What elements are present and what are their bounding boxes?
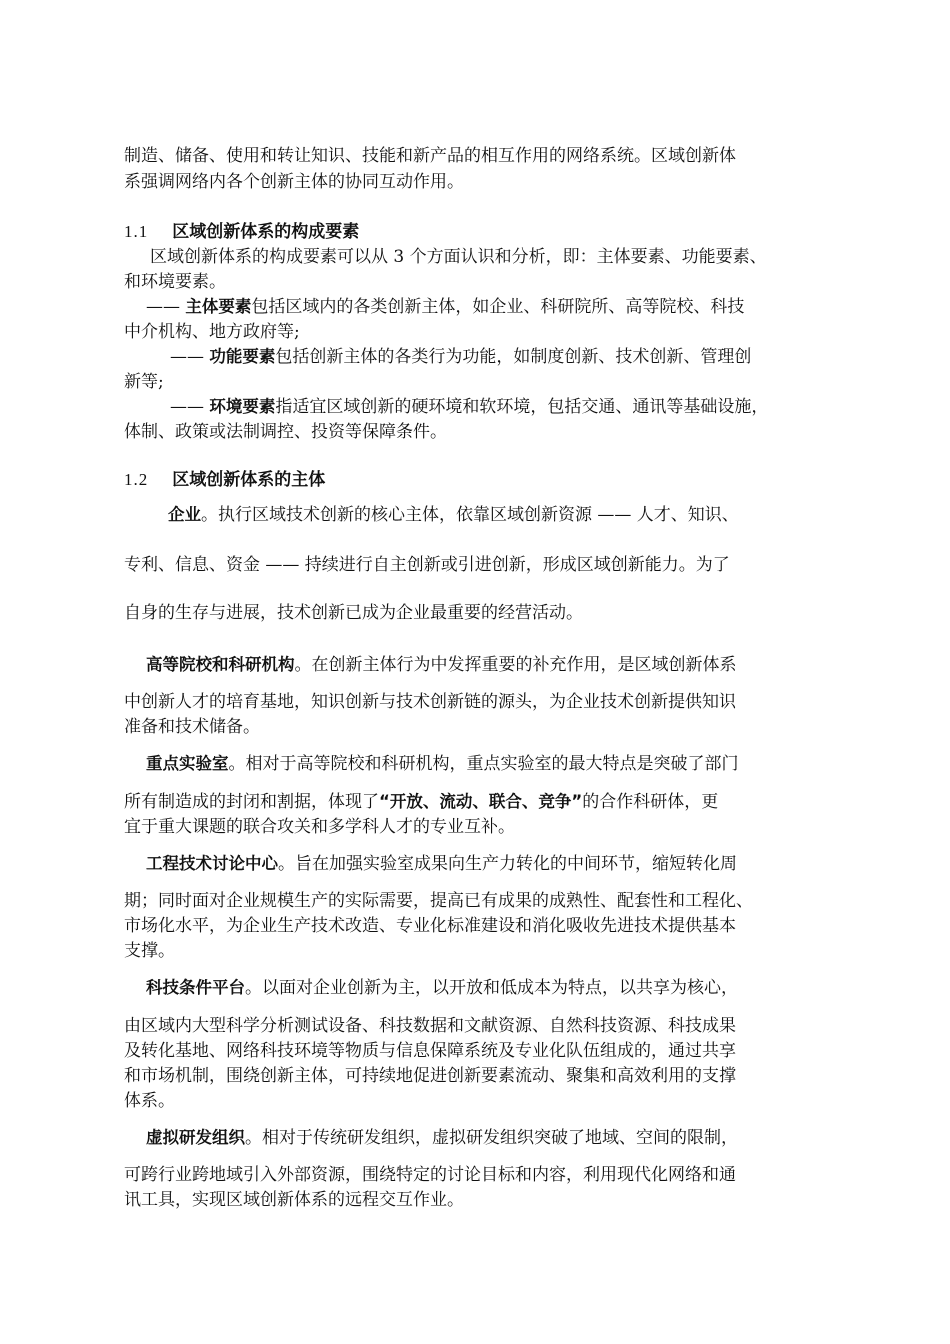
- term-platform: 科技条件平台: [146, 978, 245, 997]
- universities-line-3: 准备和技术储备。: [124, 717, 260, 737]
- em-dash: ——: [146, 297, 180, 317]
- term-enterprise: 企业: [168, 505, 201, 524]
- paragraph-text: 所有制造成的封闭和割据，体现了: [124, 792, 379, 812]
- platform-line-1: [146, 978, 738, 998]
- platform-line-5: 体系。: [124, 1091, 175, 1111]
- paragraph-line: 体制、政策或法制调控、投资等保障条件。: [124, 422, 447, 442]
- paragraph-text: 。相对于传统研发组织，虚拟研发组织突破了地域、空间的限制，: [245, 1128, 738, 1148]
- term-engineering-center: 工程技术讨论中心: [146, 854, 278, 873]
- quoted-principles: “开放、流动、联合、竞争”: [379, 792, 583, 811]
- term-key-labs: 重点实验室: [146, 754, 229, 773]
- intro-line-2: 系强调网络内各个创新主体的协同互动作用。: [124, 172, 464, 192]
- item-text: 指适宜区域创新的硬环境和软环境，包括交通、通讯等基础设施，: [275, 397, 769, 417]
- section-title: 区域创新体系的构成要素: [172, 222, 360, 242]
- paragraph-line: 中介机构、地方政府等;: [124, 322, 300, 342]
- platform-line-4: 和市场机制，围绕创新主体，可持续地促进创新要素流动、聚集和高效利用的支撑: [124, 1066, 736, 1086]
- section-1-1-heading: [124, 222, 359, 242]
- universities-line-2: 中创新人才的培育基地，知识创新与技术创新链的源头，为企业技术创新提供知识: [124, 692, 736, 712]
- section-number: 1.2: [124, 470, 149, 489]
- paragraph-text: 的合作科研体，更: [582, 792, 719, 812]
- section-number: 1.1: [124, 222, 149, 241]
- term-function-elements: 功能要素: [209, 347, 276, 366]
- item-text: 包括区域内的各类创新主体，如企业、科研院所、高等院校、科技: [251, 297, 745, 317]
- term-universities: 高等院校和科研机构: [146, 655, 295, 674]
- platform-line-3: 及转化基地、网络科技环境等物质与信息保障系统及专业化队伍组成的，通过共享: [124, 1041, 736, 1061]
- term-virtual-rd: 虚拟研发组织: [146, 1128, 245, 1147]
- universities-line-1: [146, 655, 737, 675]
- virtual-line-1: [146, 1128, 738, 1148]
- element-item-subject: [146, 297, 744, 317]
- section-title: 区域创新体系的主体: [172, 470, 326, 490]
- element-item-function: [170, 347, 751, 367]
- virtual-line-2: 可跨行业跨地域引入外部资源，围绕特定的讨论目标和内容，利用现代化网络和通: [124, 1165, 736, 1185]
- paragraph-line: 区域创新体系的构成要素可以从 3 个方面认识和分析，即：主体要素、功能要素、: [150, 247, 767, 267]
- intro-line-1: 制造、储备、使用和转让知识、技能和新产品的相互作用的网络系统。区域创新体: [124, 146, 736, 166]
- engineering-line-1: [146, 854, 737, 874]
- engineering-line-2: 期；同时面对企业规模生产的实际需要，提高已有成果的成熟性、配套性和工程化、: [124, 891, 753, 911]
- labs-line-3: 宜于重大课题的联合攻关和多学科人才的专业互补。: [124, 817, 515, 837]
- element-item-environment: [170, 397, 768, 417]
- section-1-2-heading: [124, 470, 325, 490]
- virtual-line-3: 讯工具，实现区域创新体系的远程交互作业。: [124, 1190, 464, 1210]
- term-subject-elements: 主体要素: [185, 297, 252, 316]
- term-environment-elements: 环境要素: [209, 397, 276, 416]
- paragraph-line: 和环境要素。: [124, 272, 226, 292]
- em-dash: ——: [170, 347, 204, 367]
- paragraph-text: 。执行区域技术创新的核心主体，依靠区域创新资源 —— 人才、知识、: [201, 505, 739, 525]
- paragraph-text: 。相对于高等院校和科研机构，重点实验室的最大特点是突破了部门: [228, 754, 739, 774]
- paragraph-text: 。以面对企业创新为主，以开放和低成本为特点，以共享为核心，: [245, 978, 738, 998]
- paragraph-text: 。在创新主体行为中发挥重要的补充作用，是区域创新体系: [294, 655, 737, 675]
- enterprise-line-1: [168, 505, 739, 525]
- platform-line-2: 由区域内大型科学分析测试设备、科技数据和文献资源、自然科技资源、科技成果: [124, 1016, 736, 1036]
- paragraph-line: 新等;: [124, 372, 164, 392]
- labs-line-2: [124, 792, 718, 812]
- em-dash: ——: [170, 397, 204, 417]
- labs-line-1: [146, 754, 739, 774]
- enterprise-line-2: 专利、信息、资金 —— 持续进行自主创新或引进创新，形成区域创新能力。为了: [124, 555, 730, 575]
- item-text: 包括创新主体的各类行为功能，如制度创新、技术创新、管理创: [275, 347, 752, 367]
- paragraph-text: 。旨在加强实验室成果向生产力转化的中间环节，缩短转化周: [278, 854, 737, 874]
- enterprise-line-3: 自身的生存与进展，技术创新已成为企业最重要的经营活动。: [124, 603, 583, 623]
- engineering-line-4: 支撑。: [124, 941, 175, 961]
- engineering-line-3: 市场化水平，为企业生产技术改造、专业化标准建设和消化吸收先进技术提供基本: [124, 916, 736, 936]
